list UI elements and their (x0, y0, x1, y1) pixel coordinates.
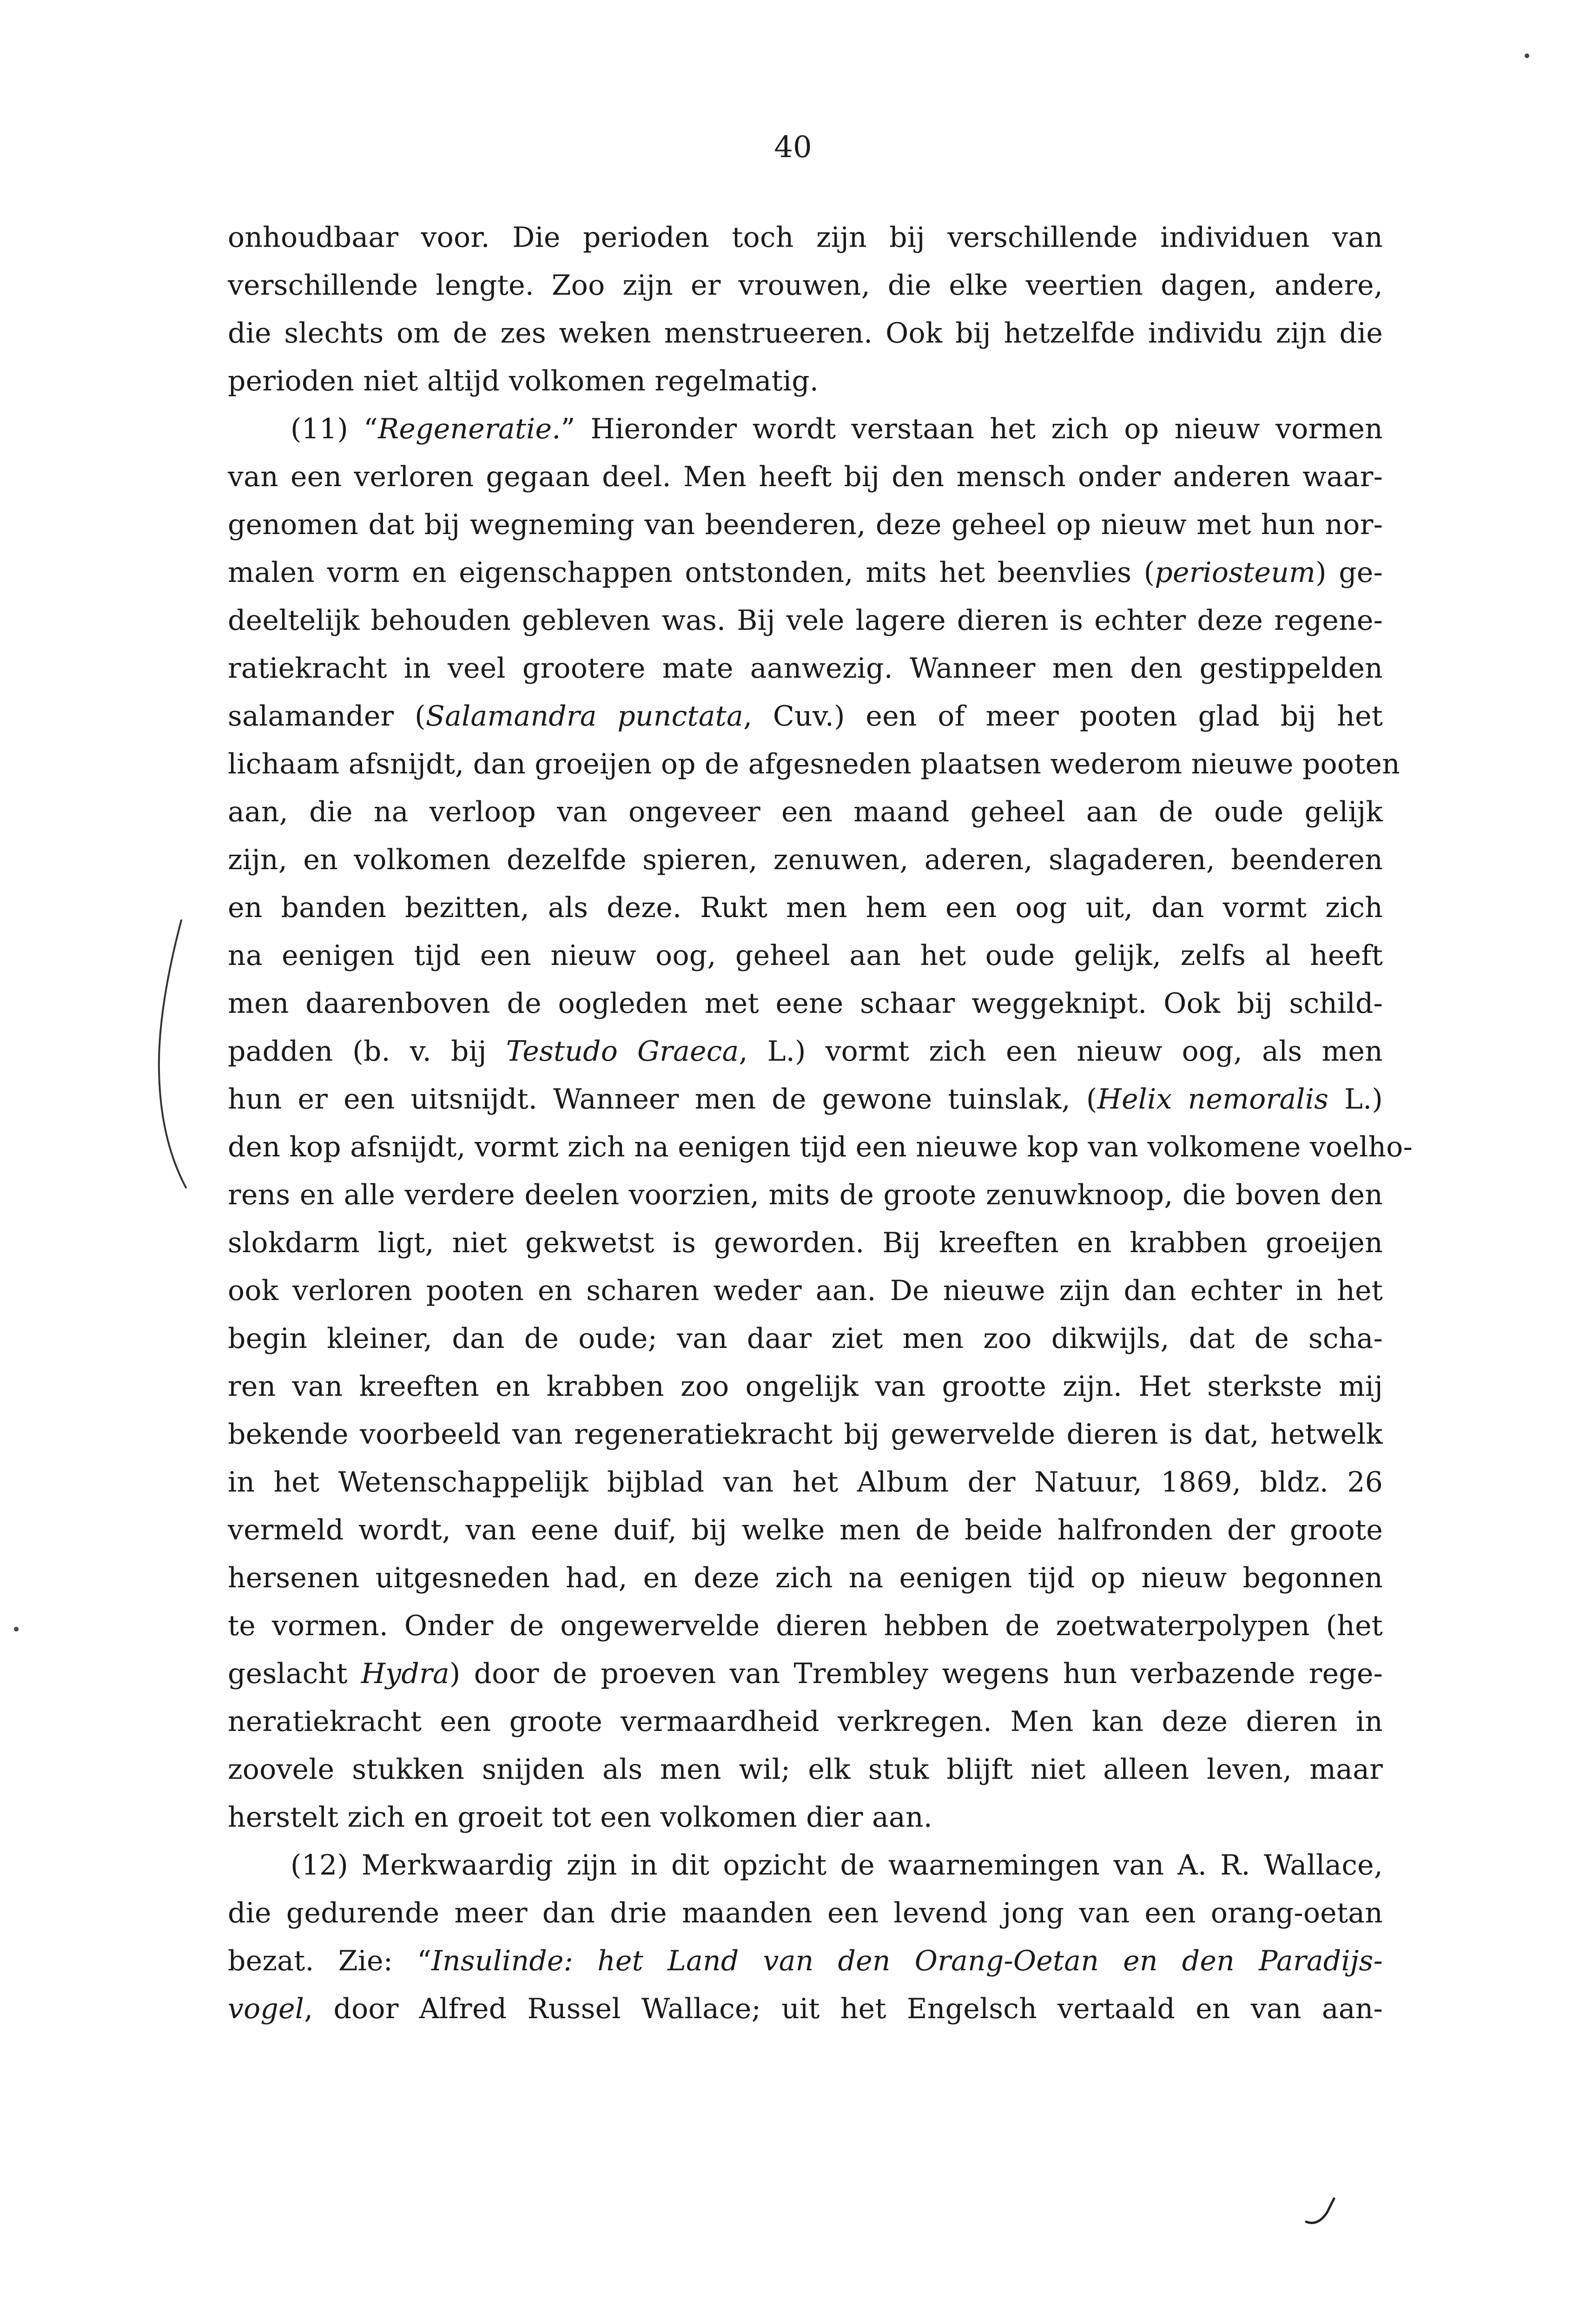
text-segment: na eenigen tijd een nieuw oog, geheel aan het oude gelijk, zelfs al heeft (228, 939, 1383, 972)
italic-text: vogel (228, 1993, 304, 2025)
margin-pencil-mark (153, 916, 209, 1195)
text-segment: neratiekracht een groote vermaardheid verkregen. Men kan deze dieren in (228, 1705, 1383, 1738)
text-line (228, 1506, 1383, 1554)
text-line (228, 1411, 1383, 1459)
text-line (228, 453, 1383, 501)
text-segment: L.) (1328, 1083, 1383, 1116)
text-segment: geslacht (228, 1657, 361, 1690)
text-line (228, 214, 1383, 262)
text-segment: slokdarm ligt, niet gekwetst is geworden. Bij kreeften en krabben groeijen (228, 1227, 1383, 1259)
text-segment: deeltelijk behouden gebleven was. Bij vele lagere dieren is echter deze regene- (228, 604, 1383, 637)
text-segment: begin kleiner, dan de oude; van daar ziet men zoo dikwijls, dat de scha- (228, 1322, 1383, 1355)
text-line (228, 549, 1383, 597)
text-segment: die slechts om de zes weken menstrueeren. Ook bij hetzelfde individu zijn die (228, 317, 1383, 350)
text-segment: ” Hieronder wordt verstaan het zich op nieuw vormen (561, 413, 1383, 445)
text-segment: ook verloren pooten en scharen weder aan. De nieuwe zijn dan echter in het (228, 1274, 1383, 1307)
text-segment: hersenen uitgesneden had, en deze zich na eenigen tijd op nieuw begonnen (228, 1562, 1383, 1594)
text-line (228, 1842, 1383, 1889)
text-segment: en banden bezitten, als deze. Rukt men hem een oog uit, dan vormt zich (228, 891, 1383, 924)
italic-text: Salamandra punctata (425, 700, 744, 733)
text-segment: , L.) vormt zich een nieuw oog, als men (739, 1035, 1383, 1068)
text-line (228, 836, 1383, 884)
text-line (228, 1028, 1383, 1076)
text-segment: malen vorm en eigenschappen ontstonden, mits het beenvlies ( (228, 556, 1155, 589)
text-segment: aan, die na verloop van ongeveer een maand geheel aan de oude gelijk (228, 796, 1383, 828)
text-segment: bezat. Zie: “ (228, 1945, 432, 1977)
text-line (228, 1937, 1383, 1985)
text-line (228, 1602, 1383, 1650)
text-segment: ren van kreeften en krabben zoo ongelijk van grootte zijn. Het sterkste mij (228, 1370, 1383, 1403)
text-segment: salamander ( (228, 700, 426, 733)
italic-text: periosteum (1155, 556, 1316, 589)
dust-speck (12, 1624, 21, 1634)
text-segment: vermeld wordt, van eene duif, bij welke men de beide halfronden der groote (228, 1514, 1383, 1546)
italic-text: Regeneratie. (378, 413, 561, 445)
text-line (228, 884, 1383, 932)
text-line (228, 980, 1383, 1028)
text-line (228, 932, 1383, 980)
text-line (228, 1219, 1383, 1267)
page-number: 40 (774, 130, 812, 165)
text-segment: bekende voorbeeld van regeneratiekracht bij gewervelde dieren is dat, hetwelk (228, 1418, 1383, 1451)
text-line (228, 262, 1383, 310)
text-segment: (11) “ (291, 413, 378, 445)
text-segment: zijn, en volkomen dezelfde spieren, zenuwen, aderen, slagaderen, beenderen (228, 844, 1383, 876)
text-segment: den kop afsnijdt, vormt zich na eenigen tijd een nieuwe kop van volkomene voelho- (228, 1131, 1413, 1163)
text-line (228, 693, 1383, 740)
text-line (228, 645, 1383, 693)
pencil-tick-mark (1302, 2194, 1339, 2231)
text-line (228, 597, 1383, 645)
body-text (228, 214, 1413, 2033)
text-segment: herstelt zich en groeit tot een volkomen dier aan. (228, 1801, 933, 1834)
text-line (228, 788, 1383, 836)
text-segment: men daarenboven de oogleden met eene schaar weggeknipt. Ook bij schild- (228, 987, 1383, 1020)
text-segment: van een verloren gegaan deel. Men heeft bij den mensch onder anderen waar- (228, 461, 1383, 493)
text-segment: verschillende lengte. Zoo zijn er vrouwen, die elke veertien dagen, andere, (228, 269, 1383, 302)
text-line (228, 1315, 1383, 1363)
text-line (228, 1746, 1383, 1794)
italic-text: Hydra (361, 1657, 449, 1690)
text-segment: in het Wetenschappelijk bijblad van het Album der Natuur, 1869, bldz. 26 (228, 1466, 1383, 1499)
text-segment: onhoudbaar voor. Die perioden toch zijn bij verschillende individuen van (228, 221, 1383, 254)
text-segment: rens en alle verdere deelen voorzien, mits de groote zenuwknoop, die boven den (228, 1179, 1383, 1211)
text-line (228, 405, 1383, 453)
text-segment: die gedurende meer dan drie maanden een levend jong van een orang-oetan (228, 1897, 1383, 1929)
text-segment: ratiekracht in veel grootere mate aanwezig. Wanneer men den gestippelden (228, 652, 1383, 685)
text-segment: ) ge- (1315, 556, 1383, 589)
text-line (228, 1267, 1383, 1315)
italic-text: Testudo Graeca (506, 1035, 739, 1068)
text-segment: , door Alfred Russel Wallace; uit het Engelsch vertaald en van aan- (304, 1993, 1383, 2025)
text-line (228, 1889, 1383, 1937)
text-segment: , Cuv.) een of meer pooten glad bij het (743, 700, 1383, 733)
text-line (228, 1794, 1383, 1842)
text-line (228, 1363, 1383, 1411)
text-line (228, 740, 1400, 788)
italic-text: Helix nemoralis (1097, 1083, 1329, 1116)
text-line (228, 310, 1383, 357)
italic-text: Insulinde: het Land van den Orang-Oetan en den Paradijs- (431, 1945, 1383, 1977)
text-segment: hun er een uitsnijdt. Wanneer men de gewone tuinslak, ( (228, 1083, 1097, 1116)
text-line (228, 357, 1383, 405)
text-segment: genomen dat bij wegneming van beenderen, deze geheel op nieuw met hun nor- (228, 508, 1383, 541)
text-segment: padden (b. v. bij (228, 1035, 506, 1068)
text-line (228, 1650, 1383, 1698)
text-line (228, 1459, 1383, 1506)
text-line (228, 1985, 1383, 2033)
text-segment: perioden niet altijd volkomen regelmatig. (228, 365, 819, 397)
text-segment: te vormen. Onder de ongewervelde dieren hebben de zoetwaterpolypen (het (228, 1610, 1383, 1642)
text-line (228, 501, 1383, 549)
dust-speck (1522, 51, 1532, 60)
text-segment: ) door de proeven van Trembley wegens hun verbazende rege- (449, 1657, 1383, 1690)
text-segment: lichaam afsnijdt, dan groeijen op de afgesneden plaatsen wederom nieuwe pooten (228, 748, 1400, 780)
text-line (228, 1554, 1383, 1602)
text-line (228, 1698, 1383, 1746)
text-segment: (12) Merkwaardig zijn in dit opzicht de waarnemingen van A. R. Wallace, (291, 1849, 1383, 1882)
text-line (228, 1076, 1383, 1123)
text-segment: zoovele stukken snijden als men wil; elk stuk blijft niet alleen leven, maar (228, 1753, 1383, 1786)
text-line (228, 1123, 1413, 1171)
text-line (228, 1171, 1383, 1219)
